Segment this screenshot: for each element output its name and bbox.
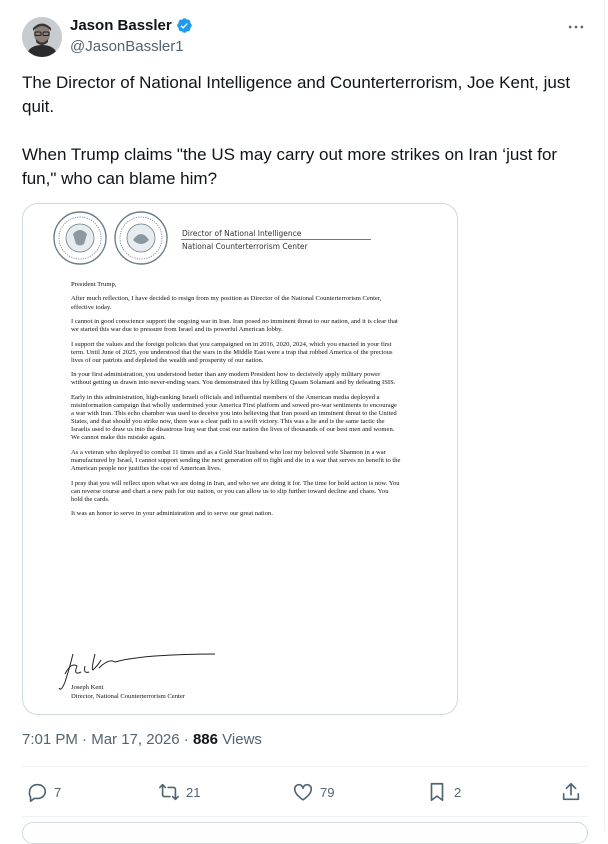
reply-composer[interactable]: [22, 822, 588, 844]
author-handle[interactable]: @JasonBassler1: [70, 38, 184, 55]
like-button[interactable]: [292, 778, 334, 806]
repost-count: 21: [186, 784, 201, 800]
reply-icon: [26, 781, 48, 803]
tweet-header: [22, 15, 590, 59]
tweet-text: The Director of National Intelligence and Counterterrorism, Joe Kent, just quit. When Trump claims "the US may carry out more strikes on Iran ‘just for fun," who can blame him?: [22, 73, 571, 188]
views-label: Views: [222, 731, 262, 748]
signature-title: Director, National Counterterrorism Center: [71, 693, 185, 700]
letterhead-rule: [181, 239, 371, 240]
like-icon: [292, 781, 314, 803]
share-button[interactable]: [560, 778, 582, 806]
bookmark-count: 2: [454, 784, 462, 800]
letter-image[interactable]: [22, 203, 458, 715]
signature-name: Joseph Kent: [71, 684, 104, 691]
avatar[interactable]: [22, 17, 62, 57]
author-name-row[interactable]: [70, 17, 193, 34]
action-bar: [22, 778, 588, 806]
author-name[interactable]: Jason Bassler: [70, 17, 172, 34]
divider: [22, 766, 588, 767]
letterhead-line1: Director of National Intelligence: [182, 229, 302, 238]
letter-body: [71, 281, 401, 525]
letter-paragraph: As a veteran who deployed to combat 11 times and as a Gold Star husband who lost my beloved wife Shannon in a war manufactured by Israel, I cannot support sending the next generation off to fight and die in a war that serves no benefit to the American people nor justifies the cost of American lives.: [71, 448, 401, 473]
letter-paragraph: In your first administration, you understood better than any modern President how to decisively apply military power without getting us drawn into never-ending wars. You demonstrated this by killing Qasam Solamani and by defeating ISIS.: [71, 371, 396, 387]
meta-separator: ·: [183, 731, 193, 748]
bookmark-icon: [426, 781, 448, 803]
avatar-photo-icon: [22, 17, 62, 57]
like-count: 79: [320, 784, 335, 800]
more-icon[interactable]: [566, 17, 586, 37]
seals-icon: [53, 210, 185, 266]
share-icon: [560, 781, 582, 803]
letter-paragraph: I cannot in good conscience support the ongoing war in Iran. Iran posed no imminent threat to our nation, and it is clear that we started this war due to pressure from Israel and its powerful American lobby.: [71, 318, 398, 334]
meta-separator: ·: [82, 731, 92, 748]
views-count: 886: [192, 731, 218, 748]
letter-salutation: President Trump,: [71, 281, 117, 288]
letter-paragraph: It was an honor to serve in your administration and to serve our great nation.: [71, 510, 273, 518]
bookmark-button[interactable]: [426, 778, 461, 806]
letter-paragraph: After much reflection, I have decided to resign from my position as Director of the National Counterterrorism Center, effective today.: [71, 295, 382, 311]
reply-count: 7: [54, 784, 62, 800]
reply-button[interactable]: [26, 778, 61, 806]
letter-paragraph: I support the values and the foreign policies that you campaigned on in 2016, 2020, 2024, which you enacted in your first term. Until June of 2025, you understood that the wars in the Middle East were a trap that robbed America of the precious lives of our patriots and depleted the wealth and prosperity of our nation.: [71, 340, 393, 364]
letter-paragraph: I pray that you will reflect upon what we are doing in Iran, and who we are doing it for. The time for bold action is now. You can reverse course and chart a new path for our nation, or you can allow us to slip further toward decline and chaos. You hold the cards.: [71, 479, 400, 503]
tweet-meta: [22, 731, 262, 748]
repost-button[interactable]: [158, 778, 200, 806]
repost-icon: [158, 781, 180, 803]
divider: [22, 816, 588, 817]
letterhead-line2: National Counterterrorism Center: [182, 242, 308, 251]
tweet-date[interactable]: Mar 17, 2026: [91, 731, 180, 748]
verified-badge-icon: [176, 17, 193, 34]
tweet-time[interactable]: 7:01 PM: [22, 731, 78, 748]
letter-paragraph: Early in this administration, high-ranking Israeli officials and influential members of the American media deployed a misinformation campaign that wholly undermined your America First platform and sowed pro-war sentiments to encourage a war with Iran. This echo chamber was used to deceive you into believing that Iran posed an imminent threat to the United States, and that should you strike now, there was a clear path to a swift victory. This was a lie and is the same tactic the Israelis used to draw us into the disastrous Iraq war that cost our nation the lives of thousands of our best men and women. We cannot make this mistake again.: [71, 393, 397, 442]
